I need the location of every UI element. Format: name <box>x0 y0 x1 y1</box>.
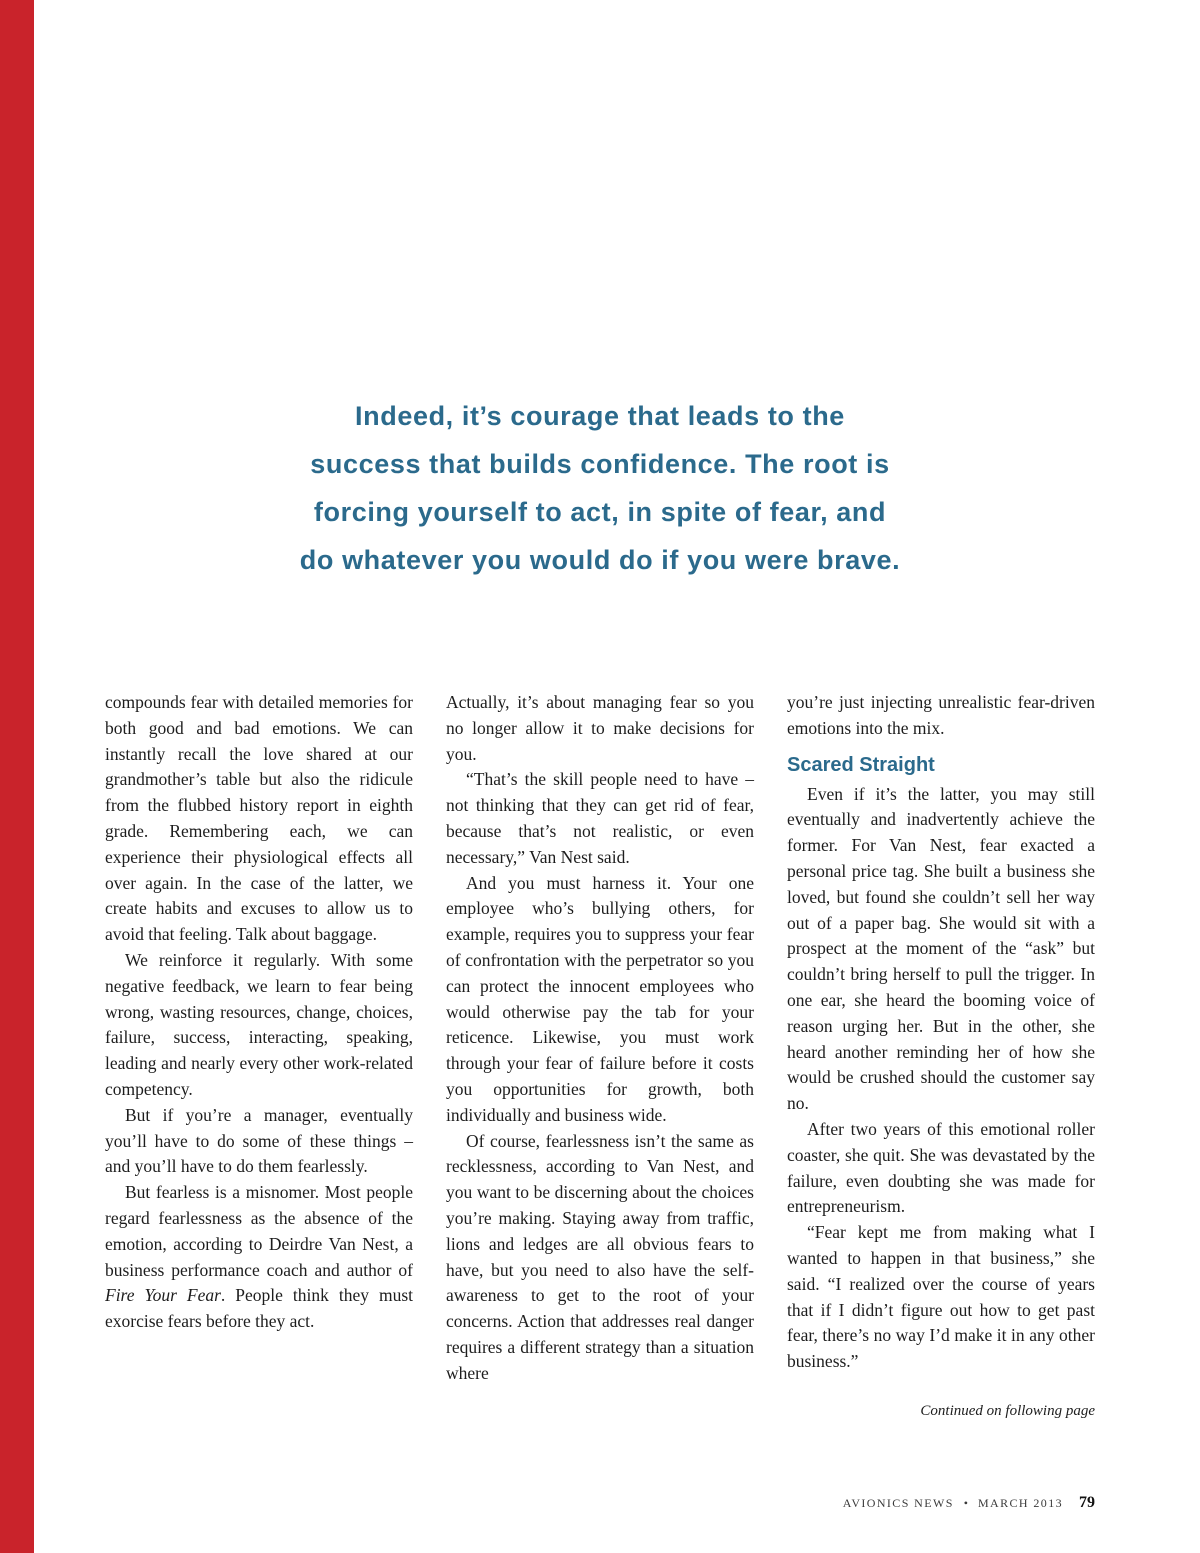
paragraph: Even if it’s the latter, you may still eventually and inadvertently achieve the former. For Van Nest, fear exacted a personal price tag. She built a business she loved, but found she couldn’t sell her way out of a paper bag. She would sit with a prospect at the moment of the “ask” but couldn’t bring herself to pull the trigger. In one ear, she heard the booming voice of reason urging her. But in the other, she heard another reminding her of how she would be crushed should the customer say no. <box>787 783 1095 1114</box>
pull-quote-line: success that builds confidence. The root is <box>310 449 890 479</box>
paragraph: And you must harness it. Your one employee who’s bullying others, for example, requires you to suppress your fear of confrontation with the perpetrator so you can protect the innocent employees who would otherwise pay the tab for your reticence. Likewise, you must work through your fear of failure before it costs you opportunities for growth, both individually and business wide. <box>446 872 754 1125</box>
pull-quote-line: do whatever you would do if you were brave. <box>299 545 901 575</box>
article-body <box>105 690 1095 1420</box>
pull-quote-line: forcing yourself to act, in spite of fear, and <box>313 497 887 527</box>
magazine-spine-bar <box>0 0 34 1553</box>
text-column-3 <box>787 690 1095 1420</box>
continued-note: Continued on following page <box>920 1402 1095 1419</box>
paragraph: “Fear kept me from making what I wanted to happen in that business,” she said. “I realized over the course of years that if I didn’t figure out how to get past fear, there’s no way I’d make it in any other business.” <box>787 1222 1095 1372</box>
paragraph: “That’s the skill people need to have – not thinking that they can get rid of fear, because that’s not realistic, or even necessary,” Van Nest said. <box>446 769 754 867</box>
page-number: 79 <box>1079 1494 1095 1511</box>
paragraph: compounds fear with detailed memories for both good and bad emotions. We can instantly recall the love shared at our grandmother’s table but also the ridicule from the flubbed history report in eighth grade. Remembering each, we can experience their physiological effects all over again. In the case of the latter, we create habits and excuses to allow us to avoid that feeling. Talk about baggage. <box>105 692 413 945</box>
paragraph: Actually, it’s about managing fear so you no longer allow it to make decisions for you. <box>446 692 754 764</box>
pull-quote <box>105 392 1095 584</box>
footer-separator: • <box>963 1496 968 1510</box>
magazine-name: AVIONICS NEWS <box>842 1496 954 1510</box>
page-footer <box>843 1494 1095 1512</box>
section-heading: Scared Straight <box>787 753 935 776</box>
pull-quote-line: Indeed, it’s courage that leads to the <box>355 401 845 431</box>
text-column-2 <box>446 690 754 1420</box>
text-column-1 <box>105 690 413 1420</box>
paragraph: We reinforce it regularly. With some negative feedback, we learn to fear being wrong, wasting resources, change, choices, failure, success, interacting, speaking, leading and nearly every other work-related competency. <box>105 949 413 1099</box>
paragraph: But fearless is a misnomer. Most people regard fearlessness as the absence of the emotion, according to Deirdre Van Nest, a business performance coach and author of Fire Your Fear. People think they must exorcise fears before they act. <box>105 1182 413 1332</box>
issue-date: MARCH 2013 <box>977 1496 1063 1510</box>
paragraph: But if you’re a manager, eventually you’ll have to do some of these things – and you’ll have to do them fearlessly. <box>105 1104 413 1177</box>
paragraph: you’re just injecting unrealistic fear-driven emotions into the mix. <box>787 692 1095 738</box>
paragraph: After two years of this emotional roller coaster, she quit. She was devastated by the failure, even doubting she was made for entrepreneurism. <box>787 1118 1095 1217</box>
paragraph: Of course, fearlessness isn’t the same as recklessness, according to Van Nest, and you want to be discerning about the choices you’re making. Staying away from traffic, lions and ledges are all obvious fears to have, but you need to also have the self-awareness to get to the root of your concerns. Action that addresses real danger requires a different strategy than a situation where <box>446 1130 754 1383</box>
